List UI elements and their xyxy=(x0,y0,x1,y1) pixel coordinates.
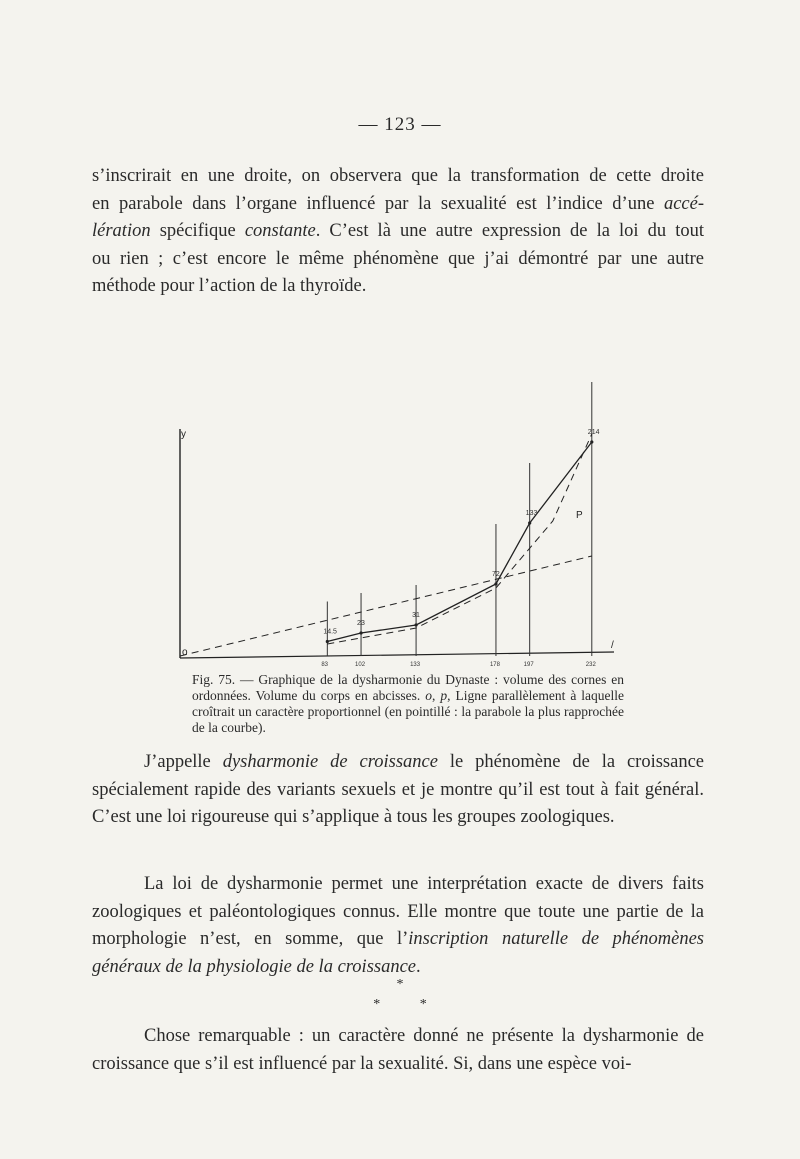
data-point xyxy=(414,623,417,626)
x-axis-end-label: / xyxy=(611,640,614,651)
italic-term: dysharmonie de croissance xyxy=(222,752,438,772)
text-line: s’inscrirait en une droite, on observera que la transformation de cette droite xyxy=(92,166,704,186)
solid-growth-curve xyxy=(327,442,592,642)
data-point xyxy=(528,521,531,524)
x-tick-label: 83 xyxy=(321,662,329,668)
italic-term: accé- xyxy=(663,193,705,214)
line-p-label: P xyxy=(576,510,583,521)
text-line: méthode pour l’action de la thyroïde. xyxy=(92,276,367,296)
text-line: lération spécifique constante. C’est là une autre expression de la loi du tout xyxy=(92,221,705,241)
data-point xyxy=(359,631,362,634)
x-tick-label: 197 xyxy=(523,662,534,668)
y-axis-letter: y xyxy=(181,429,186,440)
data-point xyxy=(590,440,593,443)
x-axis xyxy=(180,652,614,658)
x-tick-label: 232 xyxy=(585,662,596,668)
data-point-label: 214 xyxy=(587,429,600,436)
x-tick-label: 178 xyxy=(489,662,500,668)
caption-o: o xyxy=(425,688,433,703)
data-point-label: 31 xyxy=(412,612,420,619)
italic-term: inscription naturelle de phénomènes généraux de la physiologie de la croissance xyxy=(92,929,704,977)
data-point-label: 72 xyxy=(491,571,500,578)
paragraph-3: La loi de dysharmonie permet une interprétation exacte de divers faits zoologiques et paléontologiques connus. Elle montre que toute une partie de la morphologie n’est, en somme, que l’inscription naturelle de phénomènes généraux de la physiologie de la croissance. xyxy=(92,874,704,977)
data-point xyxy=(494,582,497,585)
text-line: en parabole dans l’organe influencé par la sexualité est l’indice d’une accé- xyxy=(92,193,705,214)
paragraph-1 xyxy=(92,163,704,301)
paragraph-4: Chose remarquable : un caractère donné ne présente la dysharmonie de croissance que s’il est influencé par la sexualité. Si, dans une espèce voi- xyxy=(92,1026,704,1074)
page-number: — 123 — xyxy=(358,114,442,135)
italic-term: lération xyxy=(92,221,151,241)
figure-caption: Fig. 75. — Graphique de la dysharmonie du Dynaste : volume des cornes en ordonnées. Volume du corps en abcisses. o, p, Ligne parallèlement à laquelle croîtrait un caractère proportionnel (en pointillé : la parabole la plus rapprochée de la courbe). xyxy=(192,672,625,735)
data-point xyxy=(326,640,329,643)
caption-p: p xyxy=(440,688,448,703)
dashed-parabola xyxy=(327,434,592,644)
origin-label: o xyxy=(182,647,188,658)
x-tick-label: 102 xyxy=(355,662,366,668)
separator-star-bottom: * * xyxy=(373,997,445,1012)
italic-term: constante xyxy=(244,221,316,241)
text-line: ou rien ; c’est encore le même phénomène que j’ai démontré par une autre xyxy=(92,248,704,269)
x-tick-label: 133 xyxy=(410,662,421,668)
paragraph-2: J’appelle dysharmonie de croissance le phénomène de la croissance spécialement rapide des variants sexuels et je montre qu’il est tout à fait général. C’est une loi rigoureuse qui s’applique à tous les groupes zoologiques. xyxy=(92,752,705,827)
data-point-label: 14.5 xyxy=(323,628,337,636)
separator-star-top: * xyxy=(396,977,404,992)
data-point-label: 133 xyxy=(525,510,538,517)
dysharmony-chart xyxy=(160,296,620,674)
data-point-label: 23 xyxy=(357,620,365,627)
figure-75 xyxy=(160,296,620,674)
